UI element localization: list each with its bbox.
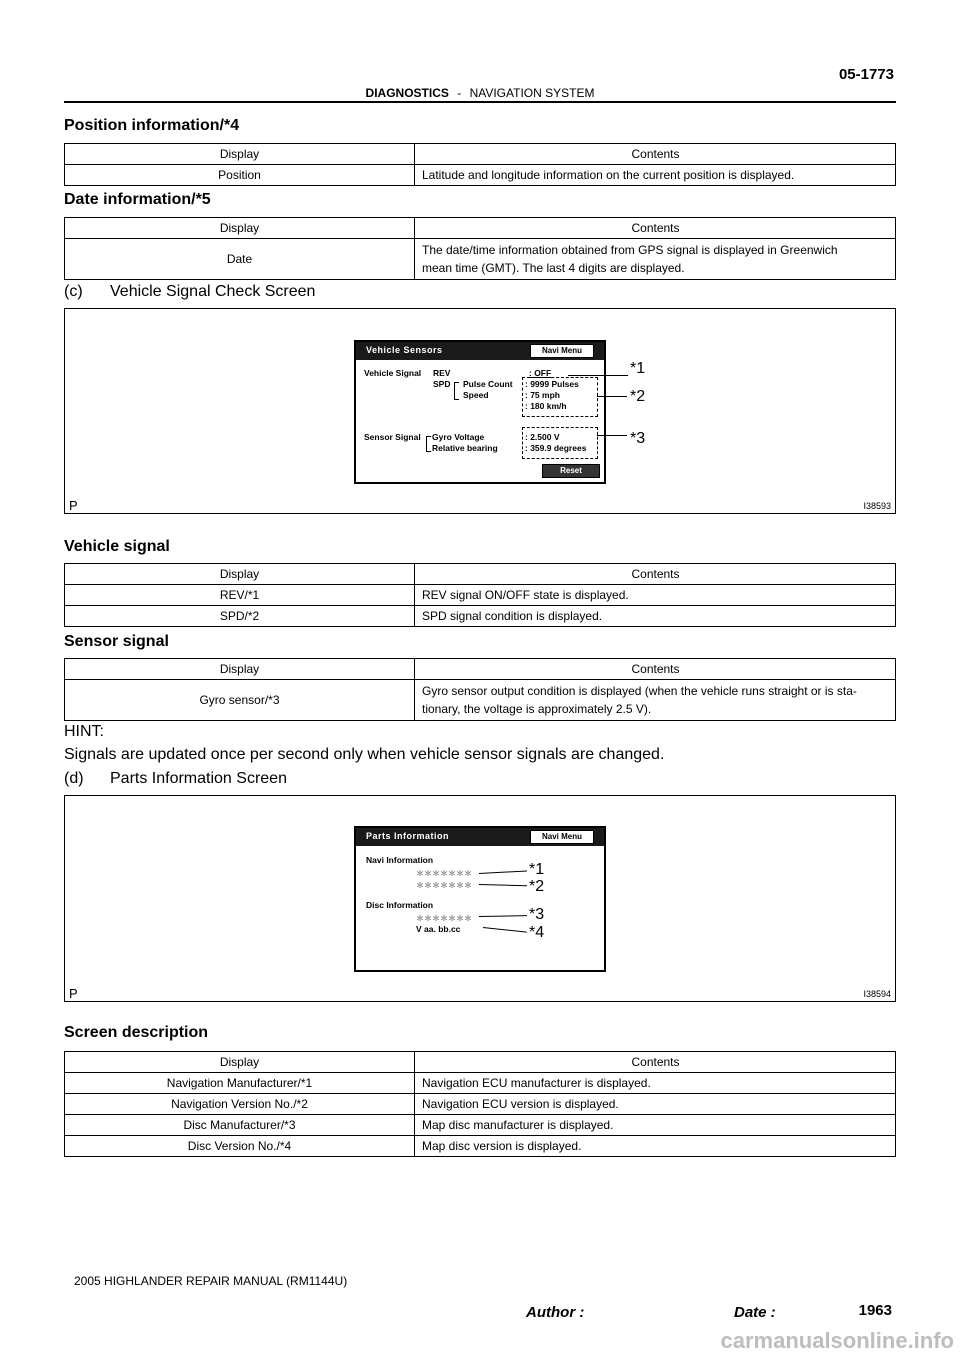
- callout-3: *3: [630, 430, 646, 447]
- navi-menu-button[interactable]: Navi Menu: [530, 830, 594, 844]
- vehicle-sensors-figure: [64, 308, 896, 514]
- table-row: [65, 680, 896, 721]
- table-header-display: Display: [65, 659, 415, 680]
- sensor-signal-table: [64, 658, 896, 721]
- table-cell-contents: SPD signal condition is displayed.: [415, 606, 896, 627]
- table-row: [65, 239, 896, 280]
- table-cell-contents: Gyro sensor output condition is displayed (when the vehicle runs straight or is sta- tionary, the voltage is approximately 2.5 V).: [415, 680, 896, 721]
- table-header-contents: Contents: [415, 564, 896, 585]
- bearing-value: : 359.9 degrees: [525, 443, 587, 453]
- screen-title: Vehicle Sensors: [366, 345, 443, 355]
- table-row: [65, 585, 896, 606]
- parts-info-screen: [354, 826, 606, 972]
- rev-label: REV: [433, 368, 451, 378]
- navi-menu-button[interactable]: Navi Menu: [530, 344, 594, 358]
- step-label: (d): [64, 770, 84, 787]
- disc-info-label: Disc Information: [366, 900, 434, 910]
- rev-value: : OFF: [529, 368, 552, 378]
- screen-title-bar: [356, 828, 604, 846]
- navi-info-label: Navi Information: [366, 855, 434, 865]
- manual-footer: 2005 HIGHLANDER REPAIR MANUAL (RM1144U): [74, 1274, 348, 1288]
- figure-mark: P: [69, 498, 78, 513]
- callout-3: *3: [529, 906, 545, 923]
- gyro-voltage-value: : 2.500 V: [525, 432, 560, 442]
- table-cell-display: Gyro sensor/*3: [65, 680, 415, 721]
- table-cell-contents: Latitude and longitude information on the current position is displayed.: [415, 165, 896, 186]
- vehicle-check-heading: [64, 283, 315, 301]
- sensor-signal-heading: Sensor signal: [64, 633, 169, 650]
- navi-manufacturer-value: ＊＊＊＊＊＊＊: [416, 869, 472, 878]
- table-header-display: Display: [65, 144, 415, 165]
- callout-line-1: [568, 375, 628, 376]
- table-header-contents: Contents: [415, 659, 896, 680]
- table-header-row: [65, 659, 896, 680]
- table-row: [65, 1136, 896, 1157]
- page-code: 05-1773: [838, 66, 894, 83]
- table-header-contents: Contents: [415, 218, 896, 239]
- table-header-display: Display: [65, 218, 415, 239]
- navi-version-value: ＊＊＊＊＊＊＊: [416, 881, 472, 890]
- position-info-table: [64, 143, 896, 186]
- screen-desc-heading: Screen description: [64, 1024, 209, 1041]
- table-cell-display: Navigation Version No./*2: [65, 1094, 415, 1115]
- table-cell-display: Navigation Manufacturer/*1: [65, 1073, 415, 1094]
- step-label: (c): [64, 283, 83, 300]
- gyro-voltage-label: Gyro Voltage: [432, 432, 485, 442]
- table-row: [65, 165, 896, 186]
- table-cell-display: Date: [65, 239, 415, 280]
- table-header-row: [65, 564, 896, 585]
- table-cell-contents: Navigation ECU manufacturer is displayed.: [415, 1073, 896, 1094]
- table-cell-display: REV/*1: [65, 585, 415, 606]
- spd-label: SPD: [433, 379, 451, 389]
- author-label: Author :: [526, 1304, 585, 1321]
- callout-4: *4: [529, 924, 545, 941]
- table-header-row: [65, 218, 896, 239]
- header-separator: -: [457, 86, 462, 100]
- page-number: 1963: [858, 1302, 892, 1319]
- table-cell-contents: REV signal ON/OFF state is displayed.: [415, 585, 896, 606]
- speed-mph-value: : 75 mph: [525, 390, 560, 400]
- screen-title-bar: [356, 342, 604, 360]
- speed-kmh-value: : 180 km/h: [525, 401, 567, 411]
- sensor-signal-label: Sensor Signal: [364, 432, 421, 442]
- vehicle-signal-label: Vehicle Signal: [364, 368, 422, 378]
- table-header-display: Display: [65, 564, 415, 585]
- position-info-heading: Position information/*4: [64, 117, 240, 134]
- table-row: [65, 1094, 896, 1115]
- figure-id: I38593: [863, 501, 891, 511]
- table-header-contents: Contents: [415, 144, 896, 165]
- table-header-display: Display: [65, 1052, 415, 1073]
- screen-title: Parts Information: [366, 831, 450, 841]
- table-header-contents: Contents: [415, 1052, 896, 1073]
- pulse-value: : 9999 Pulses: [525, 379, 579, 389]
- hint-text: Signals are updated once per second only when vehicle sensor signals are changed.: [64, 746, 665, 763]
- date-info-heading: Date information/*5: [64, 191, 211, 208]
- watermark: carmanualsonline.info: [720, 1328, 954, 1353]
- table-row: [65, 1115, 896, 1136]
- table-cell-display: Disc Version No./*4: [65, 1136, 415, 1157]
- table-row: [65, 1073, 896, 1094]
- callout-1: *1: [529, 861, 545, 878]
- table-cell-contents: Map disc manufacturer is displayed.: [415, 1115, 896, 1136]
- step-title: Vehicle Signal Check Screen: [110, 283, 316, 300]
- figure-id: I38594: [863, 989, 891, 999]
- header-subsection: NAVIGATION SYSTEM: [469, 86, 595, 100]
- table-header-row: [65, 1052, 896, 1073]
- table-cell-contents: Map disc version is displayed.: [415, 1136, 896, 1157]
- screen-desc-table: [64, 1051, 896, 1157]
- table-cell-contents: Navigation ECU version is displayed.: [415, 1094, 896, 1115]
- table-cell-display: Disc Manufacturer/*3: [65, 1115, 415, 1136]
- callout-2: *2: [630, 388, 646, 405]
- table-cell-contents: The date/time information obtained from GPS signal is displayed in Greenwich mean time (GMT). The last 4 digits are displayed.: [415, 239, 896, 280]
- callout-2: *2: [529, 878, 545, 895]
- running-header: [0, 86, 960, 100]
- table-cell-display: SPD/*2: [65, 606, 415, 627]
- table-row: [65, 606, 896, 627]
- callout-1: *1: [630, 360, 646, 377]
- date-info-table: [64, 217, 896, 280]
- relative-bearing-label: Relative bearing: [432, 443, 498, 453]
- header-rule: [64, 101, 896, 103]
- speed-label: Speed: [463, 390, 489, 400]
- pulse-count-label: Pulse Count: [463, 379, 513, 389]
- vehicle-signal-heading: Vehicle signal: [64, 538, 170, 555]
- disc-version-value: V aa. bb.cc: [416, 924, 461, 934]
- figure-mark: P: [69, 986, 78, 1001]
- header-section: DIAGNOSTICS: [365, 86, 449, 100]
- vehicle-sensors-screen: [354, 340, 606, 484]
- parts-info-figure: [64, 795, 896, 1002]
- vehicle-signal-table: [64, 563, 896, 627]
- table-cell-display: Position: [65, 165, 415, 186]
- disc-manufacturer-value: ＊＊＊＊＊＊＊: [416, 914, 472, 923]
- spd-bracket: [454, 382, 459, 400]
- hint-label: HINT:: [64, 723, 104, 740]
- table-header-row: [65, 144, 896, 165]
- parts-info-heading: [64, 770, 287, 788]
- date-label: Date :: [734, 1304, 776, 1321]
- reset-button[interactable]: Reset: [542, 464, 600, 478]
- sensor-bracket: [426, 436, 431, 452]
- callout-line-3: [597, 435, 627, 436]
- callout-line-2: [597, 396, 627, 397]
- step-title: Parts Information Screen: [110, 770, 287, 787]
